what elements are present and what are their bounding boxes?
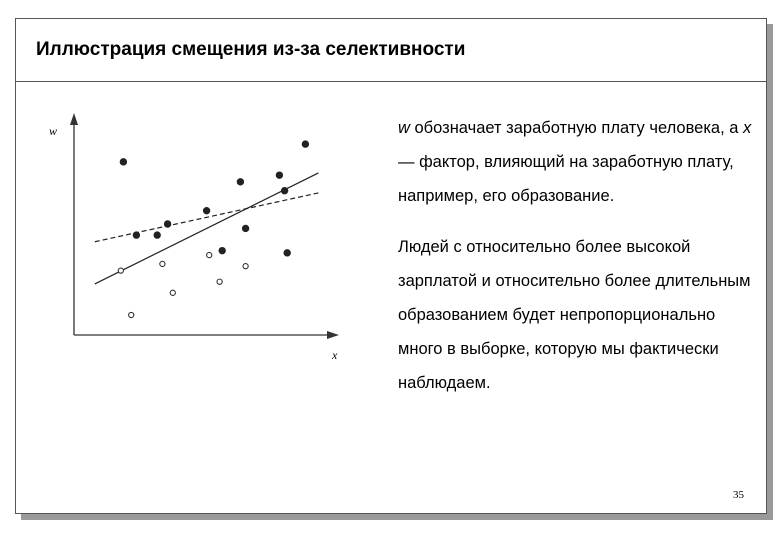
observed-point	[276, 172, 282, 178]
var-x: x	[743, 119, 752, 137]
slide-frame	[15, 18, 767, 514]
paragraph-definition	[398, 111, 758, 213]
observed-point	[164, 221, 170, 227]
unobserved-point	[160, 261, 165, 266]
page-number: 35	[733, 489, 744, 501]
y-axis-label: w	[49, 124, 58, 138]
y-axis-arrow	[70, 113, 78, 125]
observed-point	[281, 188, 287, 194]
x-axis-arrow	[327, 331, 339, 339]
observed-point	[154, 232, 160, 238]
axes	[49, 113, 339, 362]
observed-point	[120, 159, 126, 165]
paragraph-selection: Людей с относительно более высокой зарплатой и относительно более длительным образованием будет непропорционально много в выборке, которую мы фактически наблюдаем.	[398, 238, 751, 392]
definition-part2: — фактор, влияющий на заработную плату, например, его образование.	[398, 153, 734, 205]
observed-point	[242, 225, 248, 231]
unobserved-point	[118, 268, 123, 273]
unobserved-point	[207, 252, 212, 257]
observed-point	[302, 141, 308, 147]
data-points	[118, 141, 308, 318]
slide-title: Иллюстрация смещения из-за селективности	[36, 39, 466, 60]
unobserved-point	[170, 290, 175, 295]
scatter-plot	[44, 105, 364, 369]
definition-part1: обозначает заработную плату человека, а	[409, 119, 744, 137]
explanation-text	[398, 111, 758, 400]
unobserved-point	[129, 312, 134, 317]
title-bar	[16, 19, 766, 82]
dashed-fit-line	[95, 193, 319, 242]
observed-point	[133, 232, 139, 238]
observed-point	[219, 247, 225, 253]
x-axis-label: x	[332, 348, 338, 362]
unobserved-point	[217, 279, 222, 284]
observed-point	[284, 250, 290, 256]
observed-point	[203, 207, 209, 213]
observed-point	[237, 179, 243, 185]
unobserved-point	[243, 264, 248, 269]
var-w: w	[398, 119, 410, 137]
